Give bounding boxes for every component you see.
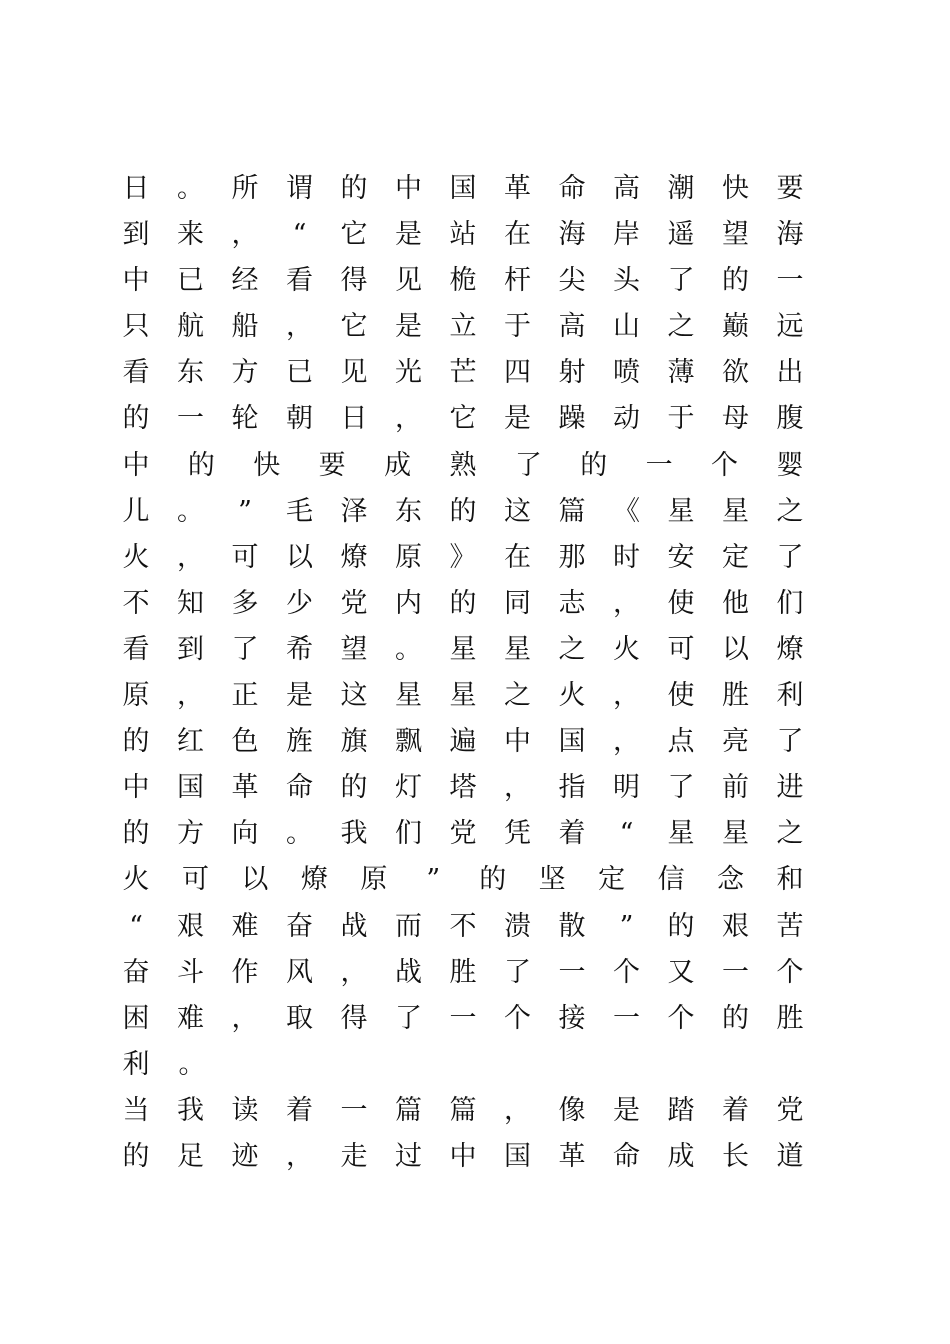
text-char: 了 [776,541,804,573]
text-line [122,765,804,811]
text-char: 是 [613,1094,640,1126]
text-char: 以 [722,633,749,665]
text-char: 的 [722,265,749,297]
text-char: 一 [340,1094,368,1126]
text-char: 篇 [395,1094,422,1126]
text-char: 它 [449,403,477,435]
text-char: 和 [776,864,804,896]
text-char: 长 [722,1140,749,1172]
text-char: 是 [286,680,313,712]
text-char: 到 [122,219,150,251]
text-char: 定 [722,541,749,573]
text-char: 了 [395,1002,422,1034]
text-char: 亮 [722,726,749,758]
text-char: 的 [580,449,608,481]
text-char: ， [286,1140,313,1172]
text-char: 原 [395,541,422,573]
text-char: 的 [722,1002,749,1034]
text-char: 了 [231,633,259,665]
text-char: 婴 [776,449,804,481]
text-char: 志 [558,587,586,619]
text-char: 个 [776,956,804,988]
text-char: 像 [558,1094,586,1126]
text-char: 日 [122,173,150,204]
text-char: 快 [722,173,749,204]
text-char: 四 [504,357,531,389]
text-char: 动 [613,403,640,435]
text-char: ” [619,910,634,942]
text-line [122,304,804,350]
text-char: 遍 [449,726,477,758]
text-char: 燎 [776,633,804,665]
text-char: 。 [178,1048,206,1080]
text-char: “ [129,910,143,942]
text-char: 头 [613,265,640,297]
text-char: 躁 [558,403,586,435]
text-char: 党 [449,818,477,850]
text-char: 篇 [449,1094,477,1126]
text-char: 安 [667,541,695,573]
text-char: 命 [613,1140,640,1172]
text-char: 一 [613,1002,640,1034]
text-char: 前 [722,772,749,804]
text-char: 星 [667,495,695,527]
text-char: 是 [395,311,422,343]
text-char: 塔 [449,772,477,804]
text-char: 在 [504,541,531,573]
text-char: 这 [504,495,531,527]
text-char: 原 [122,680,150,712]
text-char: 了 [514,449,542,481]
text-char: 方 [177,818,204,850]
text-char: 之 [776,818,804,850]
text-char: ， [177,680,204,712]
text-char: 走 [340,1140,368,1172]
text-char: 一 [177,403,204,435]
text-char: 国 [504,1140,531,1172]
text-char: 岸 [613,219,640,251]
text-char: 一 [645,449,673,481]
text-char: 风 [286,956,313,988]
text-char: 到 [177,633,204,665]
text-char: 星 [667,818,695,850]
text-char: 巅 [722,311,749,343]
text-line [122,1088,804,1134]
text-char: 星 [449,633,477,665]
text-char: 来 [177,219,204,251]
text-char: 的 [449,495,477,527]
text-char: 是 [395,219,422,251]
text-char: 儿 [122,495,150,527]
text-char: 艰 [722,910,749,942]
text-char: 海 [776,219,804,251]
text-line [122,627,804,673]
text-char: 向 [231,818,259,850]
text-char: 斗 [177,956,204,988]
text-char: 腹 [776,403,804,435]
text-char: 个 [504,1002,531,1034]
text-char: 火 [122,541,150,573]
text-char: 胜 [776,1002,804,1034]
text-char: 取 [286,1002,313,1034]
text-char: 远 [776,311,804,343]
text-char: 着 [286,1094,313,1126]
text-char: 《 [613,495,640,527]
text-char: 指 [558,772,586,804]
text-char: ， [613,726,640,758]
text-char: 的 [122,726,150,758]
text-char: 信 [657,864,685,896]
text-char: 命 [286,772,313,804]
text-char: ” [238,495,252,527]
text-line [122,1042,804,1088]
text-char: 日 [340,403,368,435]
text-char: 念 [717,864,745,896]
text-char: 熟 [449,449,477,481]
text-char: 望 [340,633,368,665]
text-char: 困 [122,1002,150,1034]
text-char: 了 [504,956,531,988]
text-char: 接 [558,1002,586,1034]
text-char: 的 [122,818,150,850]
text-line [122,950,804,996]
text-char: 这 [340,680,368,712]
text-char: ， [395,403,422,435]
text-line [122,581,804,627]
text-char: 站 [449,219,477,251]
text-char: 。 [395,633,422,665]
text-char: 航 [177,311,204,343]
text-char: 方 [231,357,259,389]
text-char: 当 [122,1094,150,1126]
text-char: 。 [177,495,204,527]
text-char: 船 [231,311,259,343]
text-char: 以 [241,864,269,896]
text-char: 多 [231,587,259,619]
text-char: 了 [776,726,804,758]
text-char: 看 [122,633,150,665]
text-char: 只 [122,311,150,343]
text-char: 踏 [667,1094,695,1126]
text-char: 火 [558,680,586,712]
text-char: 燎 [300,864,328,896]
text-char: 星 [395,680,422,712]
text-line [122,811,804,857]
text-char: 了 [667,265,695,297]
text-char: 》 [449,541,477,573]
text-char: 奋 [286,910,313,942]
text-char: 利 [776,680,804,712]
text-char: 胜 [722,680,749,712]
text-char: 。 [286,818,313,850]
text-line [122,489,804,535]
text-char: 道 [776,1140,804,1172]
text-char: 使 [667,587,695,619]
text-char: 所 [231,173,259,204]
text-line [122,350,804,396]
text-char: 要 [776,173,804,204]
text-char: 作 [231,956,259,988]
text-char: 中 [395,173,422,204]
text-char: 之 [504,680,531,712]
text-char: 已 [286,357,313,389]
text-char: 的 [122,1140,150,1172]
text-char: 红 [177,726,204,758]
text-char: 战 [395,956,422,988]
text-char: 国 [449,173,477,204]
text-char: 东 [177,357,204,389]
text-char: 了 [667,772,695,804]
text-char: 溃 [504,910,531,942]
text-char: 成 [384,449,412,481]
text-char: 读 [231,1094,259,1126]
text-char: ， [613,680,640,712]
text-char: 足 [177,1140,204,1172]
text-char: ， [286,311,313,343]
text-char: 中 [122,772,150,804]
text-char: 经 [231,265,259,297]
text-char: 战 [340,910,368,942]
text-char: 之 [667,311,695,343]
text-char: 喷 [613,357,640,389]
text-char: 毛 [286,495,313,527]
text-char: 色 [231,726,259,758]
text-line [122,719,804,765]
text-char: 高 [558,311,586,343]
text-char: 见 [340,357,368,389]
text-char: 一 [722,956,749,988]
text-line [122,166,804,212]
text-char: 杆 [504,265,531,297]
text-char: 又 [667,956,695,988]
text-char: 着 [558,818,586,850]
text-char: 于 [504,311,531,343]
text-char: 之 [558,633,586,665]
text-char: ， [504,1094,531,1126]
text-char: 于 [667,403,695,435]
text-char: 我 [340,818,368,850]
text-char: 革 [558,1140,586,1172]
text-char: 得 [340,1002,368,1034]
text-line [122,673,804,719]
text-char: 射 [558,357,586,389]
text-char: 同 [504,587,531,619]
text-char: 旌 [286,726,313,758]
text-char: 的 [122,403,150,435]
text-char: 之 [776,495,804,527]
text-char: 个 [667,1002,695,1034]
text-char: 国 [177,772,204,804]
text-char: ， [177,541,204,573]
text-line [122,857,804,903]
text-char: 时 [613,541,640,573]
text-char: 中 [122,449,150,481]
text-char: 星 [722,818,749,850]
text-char: 艰 [177,910,204,942]
text-char: 看 [286,265,313,297]
text-char: 芒 [449,357,477,389]
text-char: 我 [177,1094,204,1126]
text-char: 点 [667,726,695,758]
text-char: 知 [177,587,204,619]
text-line [122,396,804,442]
text-char: 不 [122,587,150,619]
text-char: 它 [340,311,368,343]
text-char: 进 [776,772,804,804]
text-char: 一 [558,956,586,988]
text-char: 高 [613,173,640,204]
text-char: 的 [340,772,368,804]
text-char: 着 [722,1094,749,1126]
text-char: 光 [395,357,422,389]
text-char: 正 [231,680,259,712]
text-char: 难 [231,910,259,942]
text-char: 党 [776,1094,804,1126]
text-char: 谓 [286,173,313,204]
text-char: 革 [504,173,531,204]
text-char: “ [619,818,634,850]
body-text [122,166,804,1180]
text-char: 凭 [504,818,531,850]
text-char: 是 [504,403,531,435]
text-char: 朝 [286,403,313,435]
text-char: 星 [449,680,477,712]
text-char: 革 [231,772,259,804]
text-char: 原 [360,864,388,896]
text-char: 一 [776,265,804,297]
text-line [122,258,804,304]
text-char: 见 [395,265,422,297]
text-char: 明 [613,772,640,804]
text-char: ” [426,864,441,896]
text-line [122,212,804,258]
text-char: 篇 [558,495,586,527]
text-char: 内 [395,587,422,619]
text-char: 中 [504,726,531,758]
text-char: 一 [449,1002,477,1034]
text-char: 中 [449,1140,477,1172]
text-char: 中 [122,265,150,297]
text-char: 遥 [667,219,695,251]
text-char: 可 [231,541,259,573]
text-char: 在 [504,219,531,251]
text-char: 望 [722,219,749,251]
text-char: 命 [558,173,586,204]
text-char: 。 [177,173,204,204]
text-line [122,535,804,581]
text-char: 看 [122,357,150,389]
text-char: 过 [395,1140,422,1172]
text-char: 薄 [667,357,695,389]
text-char: 以 [286,541,313,573]
text-char: 母 [722,403,749,435]
text-char: 个 [613,956,640,988]
text-char: 潮 [667,173,695,204]
text-char: 火 [122,864,150,896]
text-line [122,443,804,489]
text-char: 火 [613,633,640,665]
text-char: 尖 [558,265,586,297]
text-char: 可 [667,633,695,665]
text-char: 的 [667,910,695,942]
text-char: 燎 [340,541,368,573]
text-char: 的 [340,173,368,204]
text-char: 轮 [231,403,259,435]
text-char: 使 [667,680,695,712]
text-char: 灯 [395,772,422,804]
text-char: 飘 [395,726,422,758]
text-char: 们 [395,818,422,850]
text-char: ， [231,219,259,251]
text-char: 散 [558,910,586,942]
text-char: 山 [613,311,640,343]
text-char: 可 [181,864,209,896]
text-line [122,904,804,950]
text-char: ， [340,956,368,988]
text-char: 希 [286,633,313,665]
text-char: 那 [558,541,586,573]
text-char: ， [504,772,531,804]
text-char: ， [231,1002,259,1034]
text-char: 快 [253,449,281,481]
text-char: 不 [449,910,477,942]
text-char: 海 [558,219,586,251]
text-char: 们 [776,587,804,619]
text-char: 定 [598,864,626,896]
text-char: 奋 [122,956,150,988]
text-char: 欲 [722,357,749,389]
text-char: 少 [286,587,313,619]
text-char: 要 [318,449,346,481]
text-char: 他 [722,587,749,619]
text-line [122,1134,804,1180]
text-char: 的 [187,449,215,481]
text-char: “ [292,219,307,251]
text-char: 迹 [231,1140,259,1172]
text-char: 的 [449,587,477,619]
text-char: 坚 [538,864,566,896]
text-char: 利 [122,1048,150,1080]
text-char: 旗 [340,726,368,758]
text-char: 难 [177,1002,204,1034]
text-line [122,996,804,1042]
text-char: 桅 [449,265,477,297]
text-char: 的 [479,864,507,896]
text-char: 成 [667,1140,695,1172]
text-char: 国 [558,726,586,758]
text-char: 而 [395,910,422,942]
text-char: 胜 [449,956,477,988]
text-char: 它 [340,219,368,251]
text-char: 得 [340,265,368,297]
text-char: 个 [711,449,739,481]
text-char: 党 [340,587,368,619]
text-char: 星 [722,495,749,527]
text-char: 出 [776,357,804,389]
text-char: 星 [504,633,531,665]
text-char: 苦 [776,910,804,942]
text-char: 泽 [340,495,368,527]
text-char: ， [613,587,640,619]
text-char: 东 [395,495,422,527]
text-char: 立 [449,311,477,343]
text-char: 已 [177,265,204,297]
